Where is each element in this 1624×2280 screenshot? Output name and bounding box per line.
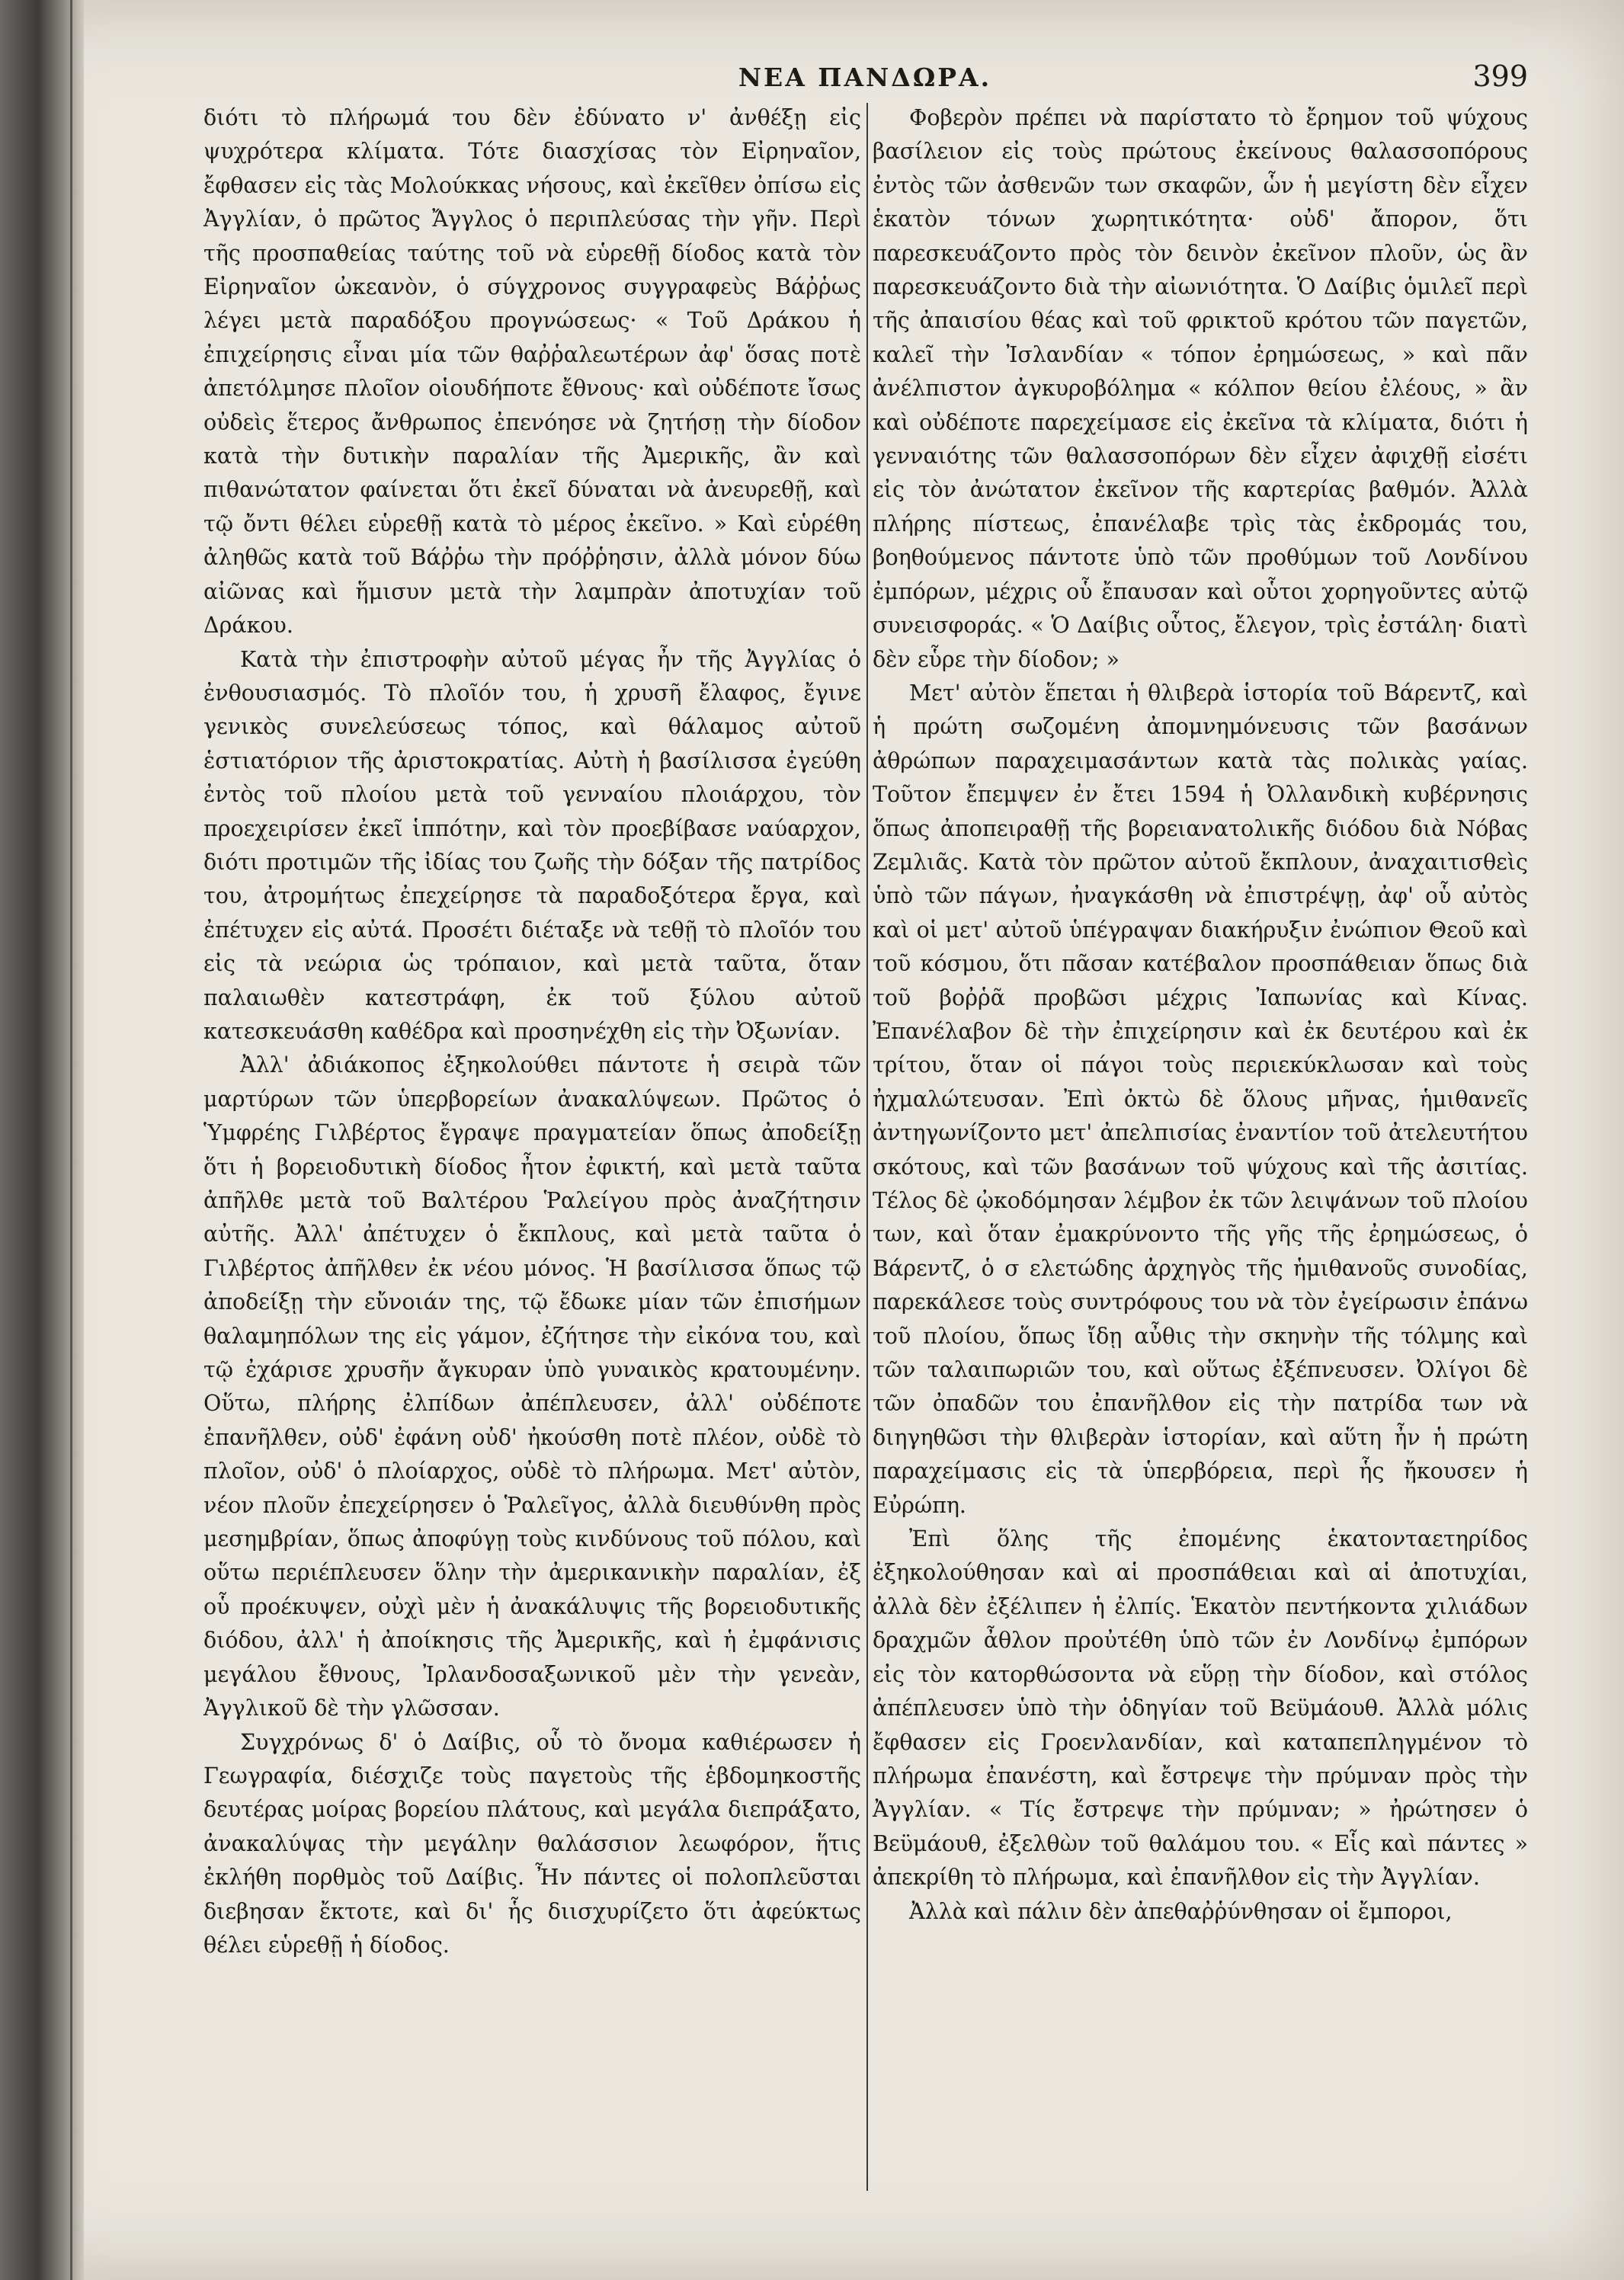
paragraph: Ἀλλ' ἀδιάκοπος ἐξηκολούθει πάντοτε ἡ σειρὰ τῶν μαρτύρων τῶν ὑπερβορείων ἀνακαλύψεων. Πρῶτος ὁ Ὑμφρέης Γιλβέρτος ἔγραψε πραγματείαν ὅπως ἀποδείξῃ ὅτι ἡ βορειοδυτικὴ δίοδος ἦτον ἐφικτή, καὶ μετὰ ταῦτα ἀπῆλθε μετὰ τοῦ Βαλτέρου Ῥαλείγου πρὸς ἀναζήτησιν αὐτῆς. Ἀλλ' ἀπέτυχεν ὁ ἔκπλους, καὶ μετὰ ταῦτα ὁ Γιλβέρτος ἀπῆλθεν ἐκ νέου μόνος. Ἡ βασίλισσα ὅπως τῷ ἀποδείξῃ τὴν εὔνοιάν της, τῷ ἔδωκε μίαν τῶν ἐπισήμων θαλαμηπόλων της εἰς γάμον, ἐζήτησε τὴν εἰκόνα του, καὶ τῷ ἐχάρισε χρυσῆν ἄγκυραν ὑπὸ γυναικὸς κρατουμένην. Οὕτω, πλήρης ἐλπίδων ἀπέπλευσεν, ἀλλ' οὐδέποτε ἐπανῆλθεν, οὐδ' ἐφάνη οὐδ' ἠκούσθη ποτὲ πλέον, οὐδὲ τὸ πλοῖον, οὐδ' ὁ πλοίαρχος, οὐδὲ τὸ πλήρωμα. Μετ' αὐτὸν, νέον πλοῦν ἐπεχείρησεν ὁ Ῥαλεῖγος, ἀλλὰ διευθύνθη πρὸς μεσημβρίαν, ὅπως ἀποφύγῃ τοὺς κινδύνους τοῦ πόλου, καὶ οὕτω περιέπλευσεν ὅλην τὴν ἀμερικανικὴν παραλίαν, ἐξ οὗ προέκυψεν, οὐχὶ μὲν ἡ ἀνακάλυψις τῆς βορειοδυτικῆς διόδου, ἀλλ' ἡ ἀποίκησις τῆς Ἀμερικῆς, καὶ ἡ ἐμφάνισις μεγάλου ἔθνους, Ἰρλανδοσαξωνικοῦ μὲν τὴν γενεὰν, Ἀγγλικοῦ δὲ τὴν γλῶσσαν.: [203, 1052, 861, 1721]
page-number: 399: [1472, 59, 1528, 93]
column-divider: [866, 103, 868, 2191]
paragraph: Φοβερὸν πρέπει νὰ παρίστατο τὸ ἔρημον τοῦ ψύχους βασίλειον εἰς τοὺς πρώτους ἐκείνους θαλασσοπόρους ἐντὸς τῶν ἀσθενῶν των σκαφῶν, ὧν ἡ μεγίστη δὲν εἶχεν ἑκατὸν τόνων χωρητικότητα· οὐδ' ἄπορον, ὅτι παρεσκευάζοντο πρὸς τὸν δεινὸν ἐκεῖνον πλοῦν, ὡς ἂν παρεσκευάζοντο διὰ τὴν αἰωνιότητα. Ὁ Δαίβις ὁμιλεῖ περὶ τῆς ἀπαισίου θέας καὶ τοῦ φρικτοῦ κρότου τῶν παγετῶν, καλεῖ τὴν Ἰσλανδίαν « τόπον ἐρημώσεως, » καὶ πᾶν ἀνέλπιστον ἀγκυροβόλημα « κόλπον θείου ἐλέους, » ἂν καὶ οὐδέποτε παρεχείμασε εἰς ἐκεῖνα τὰ κλίματα, διότι ἡ γενναιότης τῶν θαλασσοπόρων δὲν εἶχεν ἀφιχθῇ εἰσέτι εἰς τὸν ἀνώτατον ἐκεῖνον τῆς καρτερίας βαθμόν. Ἀλλὰ πλήρης πίστεως, ἐπανέλαβε τρὶς τὰς ἐκδρομάς του, βοηθούμενος πάντοτε ὑπὸ τῶν προθύμων τοῦ Λονδίνου ἐμπόρων, μέχρις οὗ ἔπαυσαν καὶ οὗτοι χορηγοῦντες αὐτῷ συνεισφοράς. « Ὁ Δαίβις οὗτος, ἔλεγον, τρὶς ἐστάλη· διατὶ δὲν εὗρε τὴν δίοδον; »: [873, 105, 1528, 672]
left-column: [203, 101, 861, 1962]
paragraph: Μετ' αὐτὸν ἕπεται ἡ θλιβερὰ ἱστορία τοῦ Βάρεντζ, καὶ ἡ πρώτη σωζομένη ἀπομνημόνευσις τῶν βασάνων ἀθρώπων παραχειμασάντων κατὰ τὰς πολικὰς γαίας. Τοῦτον ἔπεμψεν ἐν ἔτει 1594 ἡ Ὀλλανδικὴ κυβέρνησις ὅπως ἀποπειραθῇ τῆς βορειανατολικῆς διόδου διὰ Νόβας Ζεμλιᾶς. Κατὰ τὸν πρῶτον αὐτοῦ ἔκπλουν, ἀναχαιτισθεὶς ὑπὸ τῶν πάγων, ἠναγκάσθη νὰ ἐπιστρέψῃ, ἀφ' οὗ αὐτὸς καὶ οἱ μετ' αὐτοῦ ὑπέγραψαν διακήρυξιν ἐνώπιον Θεοῦ καὶ τοῦ κόσμου, ὅτι πᾶσαν κατέβαλον προσπάθειαν ὅπως διὰ τοῦ βοῤῥᾶ προβῶσι μέχρις Ἰαπωνίας καὶ Κίνας. Ἐπανέλαβον δὲ τὴν ἐπιχείρησιν καὶ ἐκ δευτέρου καὶ ἐκ τρίτου, ὅταν οἱ πάγοι τοὺς περιεκύκλωσαν καὶ τοὺς ἠχμαλώτευσαν. Ἐπὶ ὀκτὼ δὲ ὅλους μῆνας, ἡμιθανεῖς ἀντηγωνίζοντο μετ' ἀπελπισίας ἐναντίον τοῦ ἀτελευτήτου σκότους, καὶ τῶν βασάνων τοῦ ψύχους καὶ τῆς ἀσιτίας. Τέλος δὲ ᾠκοδόμησαν λέμβον ἐκ τῶν λειψάνων τοῦ πλοίου των, καὶ ὅταν ἐμακρύνοντο τῆς γῆς τῆς ἐρημώσεως, ὁ Βάρεντζ, ὁ σ ελετώδης ἀρχηγὸς τῆς ἡμιθανοῦς συνοδίας, παρεκάλεσε τοὺς συντρόφους του νὰ τὸν ἐγείρωσιν ἐπάνω τοῦ πλοίου, ὅπως ἴδῃ αὖθις τὴν σκηνὴν τῆς τόλμης καὶ τῶν ταλαιπωριῶν του, καὶ οὕτως ἐξέπνευσεν. Ὀλίγοι δὲ τῶν ὀπαδῶν του ἐπανῆλθον εἰς τὴν πατρίδα των νὰ διηγηθῶσι τὴν θλιβερὰν ἱστορίαν, καὶ αὕτη ἦν ἡ πρώτη παραχείμασις εἰς τὰ ὑπερβόρεια, περὶ ἧς ἤκουσεν ἡ Εὐρώπη.: [873, 680, 1528, 1518]
gutter-edge-line: [70, 0, 72, 2280]
paragraph: Ἀλλὰ καὶ πάλιν δὲν ἀπεθαῤῥύνθησαν οἱ ἔμποροι,: [909, 1898, 1453, 1924]
running-title: ΝΕΑ ΠΑΝΔΩΡΑ.: [738, 62, 992, 92]
right-column: [873, 101, 1528, 1929]
paragraph: Συγχρόνως δ' ὁ Δαίβις, οὗ τὸ ὄνομα καθιέρωσεν ἡ Γεωγραφία, διέσχιζε τοὺς παγετοὺς τῆς ἑβδομηκοστῆς δευτέρας μοίρας βορείου πλάτους, καὶ μεγάλα διεπράξατο, ἀνακαλύψας τὴν μεγάλην θαλάσσιον λεωφόρον, ἥτις ἐκλήθη πορθμὸς τοῦ Δαίβις. Ἦν πάντες οἱ πολοπλεῦσται διεβησαν ἔκτοτε, καὶ δι' ἧς διισχυρίζετο ὅτι ἀφεύκτως θέλει εὑρεθῇ ἡ δίοδος.: [203, 1729, 861, 1958]
paragraph: διότι τὸ πλήρωμά του δὲν ἐδύνατο ν' ἀνθέξῃ εἰς ψυχρότερα κλίματα. Τότε διασχίσας τὸν Εἰρηναῖον, ἔφθασεν εἰς τὰς Μολούκκας νήσους, καὶ ἐκεῖθεν ὀπίσω εἰς Ἀγγλίαν, ὁ πρῶτος Ἄγγλος ὁ περιπλεύσας τὴν γῆν. Περὶ τῆς προσπαθείας ταύτης τοῦ νὰ εὑρεθῇ δίοδος κατὰ τὸν Εἰρηναῖον ὠκεανὸν, ὁ σύγχρονος συγγραφεὺς Βάῤῥως λέγει μετὰ παραδόξου προγνώσεως· « Τοῦ Δράκου ἡ ἐπιχείρησις εἶναι μία τῶν θαῤῥαλεωτέρων ἀφ' ὅσας ποτὲ ἀπετόλμησε πλοῖον οἱουδήποτε ἔθνους· καὶ οὐδέποτε ἴσως οὐδεὶς ἕτερος ἄνθρωπος ἐπενόησε νὰ ζητήσῃ τὴν δίοδον κατὰ τὴν δυτικὴν παραλίαν τῆς Ἀμερικῆς, ἂν καὶ πιθανώτατον φαίνεται ὅτι ἐκεῖ δύναται νὰ ἀνευρεθῇ, καὶ τῷ ὄντι θέλει εὑρεθῇ κατὰ τὸ μέρος ἐκεῖνο. » Καὶ εὑρέθη ἀληθῶς κατὰ τοῦ Βάῤῥω τὴν πρόῤῥησιν, ἀλλὰ μόνον δύω αἰῶνας καὶ ἥμισυν μετὰ τὴν λαμπρὰν ἀποτυχίαν τοῦ Δράκου.: [203, 105, 861, 639]
paragraph: Κατὰ τὴν ἐπιστροφὴν αὐτοῦ μέγας ἦν τῆς Ἀγγλίας ὁ ἐνθουσιασμός. Τὸ πλοῖόν του, ἡ χρυσῆ ἔλαφος, ἔγινε γενικὸς συνελεύσεως τόπος, καὶ θάλαμος αὐτοῦ ἑστιατόριον τῆς ἀριστοκρατίας. Αὐτὴ ἡ βασίλισσα ἐγεύθη ἐντὸς τοῦ πλοίου μετὰ τοῦ γενναίου πλοιάρχου, τὸν προεχειρίσεν ἐκεῖ ἱππότην, καὶ τὸν προεβίβασε ναύαρχον, διότι προτιμῶν τῆς ἰδίας του ζωῆς τὴν δόξαν τῆς πατρίδος του, ἀτρομήτως ἐπεχείρησε τὰ παραδοξότερα ἔργα, καὶ ἐπέτυχεν εἰς αὐτά. Προσέτι διέταξε νὰ τεθῇ τὸ πλοῖόν του εἰς τὰ νεώρια ὡς τρόπαιον, καὶ μετὰ ταῦτα, ὅταν παλαιωθὲν κατεστράφη, ἐκ τοῦ ξύλου αὐτοῦ κατεσκευάσθη καθέδρα καὶ προσηνέχθη εἰς τὴν Ὀξωνίαν.: [203, 646, 861, 1044]
page-header: [202, 59, 1528, 105]
paragraph: Ἐπὶ ὅλης τῆς ἐπομένης ἑκατονταετηρίδος ἐξηκολούθησαν καὶ αἱ προσπάθειαι καὶ αἱ ἀποτυχίαι, ἀλλὰ δὲν ἐξέλιπεν ἡ ἐλπίς. Ἑκατὸν πεντήκοντα χιλιάδων δραχμῶν ἆθλον προὐτέθη ὑπὸ τῶν ἐν Λονδίνῳ ἐμπόρων εἰς τὸν κατορθώσοντα νὰ εὕρῃ τὴν δίοδον, καὶ στόλος ἀπέπλευσεν ὑπὸ τὴν ὁδηγίαν τοῦ Βεϋμάουθ. Ἀλλὰ μόλις ἔφθασεν εἰς Γροενλανδίαν, καὶ καταπεπληγμένον τὸ πλήρωμα ἐπανέστη, καὶ ἔστρεψε τὴν πρύμναν πρὸς τὴν Ἀγγλίαν. « Τίς ἔστρεψε τὴν πρύμναν; » ἠρώτησεν ὁ Βεϋμάουθ, ἐξελθὼν τοῦ θαλάμου του. « Εἷς καὶ πάντες » ἀπεκρίθη τὸ πλήρωμα, καὶ ἐπανῆλθον εἰς τὴν Ἀγγλίαν.: [873, 1526, 1528, 1891]
